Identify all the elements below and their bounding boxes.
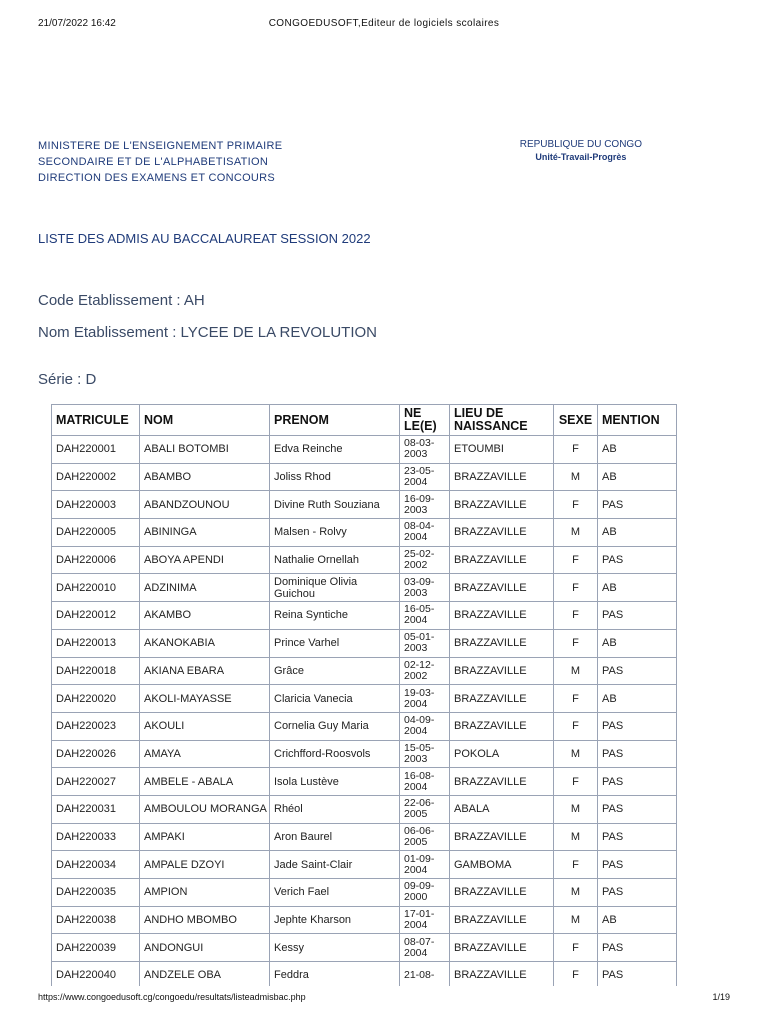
cell-mention: PAS (598, 657, 677, 685)
cell-nom: AKIANA EBARA (140, 657, 270, 685)
cell-matricule: DAH220003 (52, 491, 140, 519)
cell-nom: ABININGA (140, 519, 270, 547)
cell-nom: ANDONGUI (140, 934, 270, 962)
cell-lieu-naissance: BRAZZAVILLE (450, 685, 554, 713)
cell-date-naissance: 08-07-2004 (400, 934, 450, 962)
cell-matricule: DAH220005 (52, 519, 140, 547)
cell-prenom: Aron Baurel (270, 823, 400, 851)
republic-name: REPUBLIQUE DU CONGO (519, 139, 642, 150)
cell-nom: ANDZELE OBA (140, 962, 270, 986)
cell-date-naissance: 01-09-2004 (400, 851, 450, 879)
cell-date-naissance: 06-06-2005 (400, 823, 450, 851)
cell-sexe: M (554, 463, 598, 491)
cell-nom: ABANDZOUNOU (140, 491, 270, 519)
cell-date-naissance: 16-08-2004 (400, 768, 450, 796)
cell-prenom: Reina Syntiche (270, 602, 400, 630)
cell-mention: PAS (598, 823, 677, 851)
cell-date-naissance: 08-04-2004 (400, 519, 450, 547)
cell-sexe: F (554, 685, 598, 713)
cell-matricule: DAH220033 (52, 823, 140, 851)
cell-prenom: Grâce (270, 657, 400, 685)
cell-nom: AMPION (140, 879, 270, 907)
ministry-line-2: SECONDAIRE ET DE L'ALPHABETISATION (38, 156, 269, 168)
cell-prenom: Dominique Olivia Guichou (270, 574, 400, 602)
cell-sexe: M (554, 795, 598, 823)
cell-matricule: DAH220027 (52, 768, 140, 796)
table-row (52, 574, 677, 602)
cell-nom: ABALI BOTOMBI (140, 436, 270, 464)
ministry-line-1: MINISTERE DE L'ENSEIGNEMENT PRIMAIRE (38, 140, 283, 152)
cell-prenom: Claricia Vanecia (270, 685, 400, 713)
cell-matricule: DAH220020 (52, 685, 140, 713)
cell-matricule: DAH220013 (52, 629, 140, 657)
results-table (51, 404, 677, 986)
cell-matricule: DAH220023 (52, 712, 140, 740)
serie-label: Série : D (38, 371, 97, 388)
cell-lieu-naissance: GAMBOMA (450, 851, 554, 879)
cell-date-naissance: 25-02-2002 (400, 546, 450, 574)
table-row (52, 851, 677, 879)
cell-mention: AB (598, 906, 677, 934)
cell-mention: PAS (598, 602, 677, 630)
cell-nom: ADZINIMA (140, 574, 270, 602)
print-site-title: CONGOEDUSOFT,Editeur de logiciels scolaires (268, 18, 500, 29)
cell-nom: ABAMBO (140, 463, 270, 491)
cell-nom: AMPALE DZOYI (140, 851, 270, 879)
cell-prenom: Nathalie Ornellah (270, 546, 400, 574)
table-row (52, 712, 677, 740)
table-row (52, 879, 677, 907)
cell-date-naissance: 16-05-2004 (400, 602, 450, 630)
cell-lieu-naissance: ABALA (450, 795, 554, 823)
cell-date-naissance: 03-09-2003 (400, 574, 450, 602)
cell-date-naissance: 04-09-2004 (400, 712, 450, 740)
cell-prenom: Crichfford-Roosvols (270, 740, 400, 768)
table-row (52, 436, 677, 464)
cell-date-naissance: 05-01-2003 (400, 629, 450, 657)
cell-lieu-naissance: BRAZZAVILLE (450, 823, 554, 851)
cell-sexe: F (554, 851, 598, 879)
table-row (52, 768, 677, 796)
table-row (52, 906, 677, 934)
cell-matricule: DAH220039 (52, 934, 140, 962)
cell-mention: AB (598, 574, 677, 602)
cell-prenom: Feddra (270, 962, 400, 986)
cell-lieu-naissance: BRAZZAVILLE (450, 657, 554, 685)
cell-prenom: Malsen - Rolvy (270, 519, 400, 547)
table-row (52, 795, 677, 823)
table-row (52, 519, 677, 547)
cell-sexe: F (554, 546, 598, 574)
cell-nom: AKOLI-MAYASSE (140, 685, 270, 713)
cell-nom: AMBELE - ABALA (140, 768, 270, 796)
cell-mention: PAS (598, 934, 677, 962)
table-row (52, 629, 677, 657)
cell-date-naissance: 08-03-2003 (400, 436, 450, 464)
republic-motto: Unité-Travail-Progrès (535, 152, 627, 162)
cell-mention: AB (598, 436, 677, 464)
cell-lieu-naissance: BRAZZAVILLE (450, 519, 554, 547)
cell-sexe: M (554, 823, 598, 851)
cell-matricule: DAH220038 (52, 906, 140, 934)
cell-date-naissance: 15-05-2003 (400, 740, 450, 768)
cell-matricule: DAH220010 (52, 574, 140, 602)
cell-nom: AMBOULOU MORANGA (140, 795, 270, 823)
cell-sexe: M (554, 879, 598, 907)
cell-matricule: DAH220012 (52, 602, 140, 630)
nom-etablissement: Nom Etablissement : LYCEE DE LA REVOLUTION (38, 324, 378, 341)
cell-nom: AKOULI (140, 712, 270, 740)
cell-lieu-naissance: BRAZZAVILLE (450, 491, 554, 519)
cell-date-naissance: 16-09-2003 (400, 491, 450, 519)
cell-mention: PAS (598, 851, 677, 879)
cell-matricule: DAH220001 (52, 436, 140, 464)
col-header-nom: NOM (140, 405, 270, 436)
cell-prenom: Isola Lustève (270, 768, 400, 796)
cell-mention: PAS (598, 795, 677, 823)
cell-prenom: Prince Varhel (270, 629, 400, 657)
table-row (52, 962, 677, 986)
cell-sexe: F (554, 768, 598, 796)
table-row (52, 740, 677, 768)
cell-sexe: F (554, 962, 598, 986)
cell-matricule: DAH220002 (52, 463, 140, 491)
cell-prenom: Edva Reinche (270, 436, 400, 464)
table-row (52, 491, 677, 519)
table-row (52, 934, 677, 962)
cell-matricule: DAH220034 (52, 851, 140, 879)
cell-sexe: F (554, 574, 598, 602)
col-header-lieu-naissance: LIEU DE NAISSANCE (450, 405, 554, 436)
cell-lieu-naissance: BRAZZAVILLE (450, 906, 554, 934)
cell-mention: PAS (598, 491, 677, 519)
table-header-row (52, 405, 677, 436)
cell-lieu-naissance: BRAZZAVILLE (450, 602, 554, 630)
cell-matricule: DAH220006 (52, 546, 140, 574)
table-row (52, 602, 677, 630)
cell-date-naissance: 02-12-2002 (400, 657, 450, 685)
print-url: https://www.congoedusoft.cg/congoedu/resultats/listeadmisbac.php (38, 992, 306, 1002)
cell-lieu-naissance: BRAZZAVILLE (450, 463, 554, 491)
results-table-body (52, 436, 677, 987)
cell-nom: AKANOKABIA (140, 629, 270, 657)
code-etablissement: Code Etablissement : AH (38, 292, 205, 309)
cell-mention: PAS (598, 768, 677, 796)
cell-mention: PAS (598, 962, 677, 986)
cell-matricule: DAH220040 (52, 962, 140, 986)
cell-sexe: M (554, 906, 598, 934)
cell-prenom: Verich Fael (270, 879, 400, 907)
cell-mention: AB (598, 463, 677, 491)
print-header (38, 18, 730, 32)
table-row (52, 685, 677, 713)
cell-mention: AB (598, 519, 677, 547)
print-datetime: 21/07/2022 16:42 (38, 18, 116, 29)
print-footer (38, 992, 730, 1004)
cell-mention: PAS (598, 879, 677, 907)
cell-lieu-naissance: BRAZZAVILLE (450, 934, 554, 962)
cell-date-naissance: 19-03-2004 (400, 685, 450, 713)
cell-lieu-naissance: BRAZZAVILLE (450, 879, 554, 907)
cell-matricule: DAH220035 (52, 879, 140, 907)
cell-sexe: F (554, 491, 598, 519)
cell-date-naissance: 22-06-2005 (400, 795, 450, 823)
cell-sexe: M (554, 519, 598, 547)
cell-matricule: DAH220026 (52, 740, 140, 768)
cell-prenom: Jephte Kharson (270, 906, 400, 934)
cell-matricule: DAH220018 (52, 657, 140, 685)
col-header-prenom: PRENOM (270, 405, 400, 436)
cell-lieu-naissance: BRAZZAVILLE (450, 712, 554, 740)
cell-mention: PAS (598, 712, 677, 740)
cell-matricule: DAH220031 (52, 795, 140, 823)
cell-lieu-naissance: BRAZZAVILLE (450, 768, 554, 796)
cell-lieu-naissance: BRAZZAVILLE (450, 629, 554, 657)
cell-nom: AMPAKI (140, 823, 270, 851)
col-header-matricule: MATRICULE (52, 405, 140, 436)
table-row (52, 657, 677, 685)
col-header-mention: MENTION (598, 405, 677, 436)
col-header-sexe: SEXE (554, 405, 598, 436)
cell-prenom: Kessy (270, 934, 400, 962)
ministry-block (38, 138, 282, 186)
cell-date-naissance: 23-05-2004 (400, 463, 450, 491)
table-row (52, 823, 677, 851)
cell-date-naissance: 09-09-2000 (400, 879, 450, 907)
cell-sexe: M (554, 657, 598, 685)
cell-lieu-naissance: BRAZZAVILLE (450, 574, 554, 602)
cell-nom: ANDHO MBOMBO (140, 906, 270, 934)
cell-prenom: Rhéol (270, 795, 400, 823)
cell-prenom: Joliss Rhod (270, 463, 400, 491)
cell-sexe: M (554, 740, 598, 768)
cell-prenom: Cornelia Guy Maria (270, 712, 400, 740)
table-row (52, 546, 677, 574)
cell-prenom: Divine Ruth Souziana (270, 491, 400, 519)
cell-sexe: F (554, 629, 598, 657)
cell-nom: ABOYA APENDI (140, 546, 270, 574)
cell-mention: AB (598, 629, 677, 657)
cell-mention: AB (598, 685, 677, 713)
cell-sexe: F (554, 712, 598, 740)
cell-mention: PAS (598, 546, 677, 574)
cell-lieu-naissance: ETOUMBI (450, 436, 554, 464)
cell-nom: AMAYA (140, 740, 270, 768)
republic-block (520, 138, 642, 164)
print-page-number: 1/19 (712, 992, 730, 1002)
cell-sexe: F (554, 436, 598, 464)
cell-lieu-naissance: BRAZZAVILLE (450, 962, 554, 986)
list-title: LISTE DES ADMIS AU BACCALAUREAT SESSION 2022 (38, 231, 371, 246)
cell-prenom: Jade Saint-Clair (270, 851, 400, 879)
cell-date-naissance: 21-08- (400, 962, 450, 986)
col-header-date-naissance: NE LE(E) (400, 405, 450, 436)
table-row (52, 463, 677, 491)
ministry-line-3: DIRECTION DES EXAMENS ET CONCOURS (38, 172, 276, 184)
cell-nom: AKAMBO (140, 602, 270, 630)
cell-sexe: F (554, 934, 598, 962)
cell-lieu-naissance: POKOLA (450, 740, 554, 768)
results-table-wrapper (51, 404, 678, 986)
cell-mention: PAS (598, 740, 677, 768)
cell-sexe: F (554, 602, 598, 630)
cell-date-naissance: 17-01-2004 (400, 906, 450, 934)
cell-lieu-naissance: BRAZZAVILLE (450, 546, 554, 574)
